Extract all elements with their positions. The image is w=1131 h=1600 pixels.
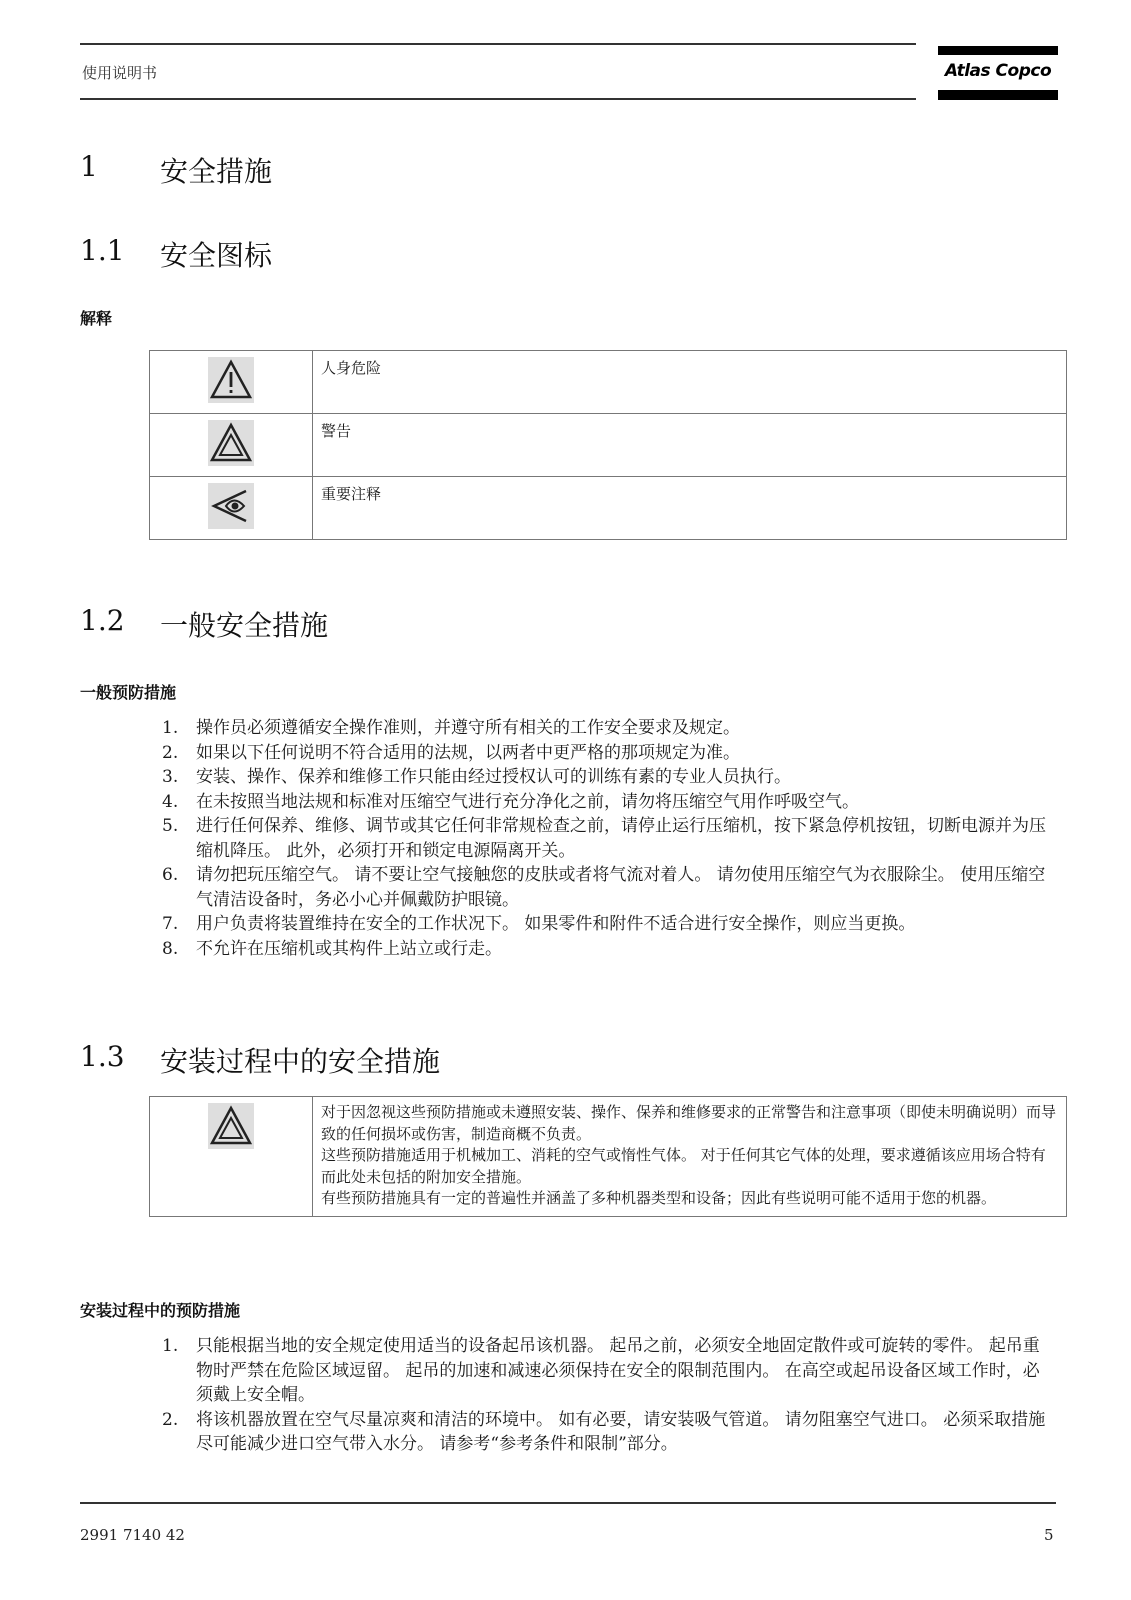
warning-triangle-icon (208, 420, 254, 466)
note-paragraph: 这些预防措施适用于机械加工、消耗的空气或惰性气体。 对于任何其它气体的处理，要求遵循该应用场合特有而此处未包括的附加安全措施。 (321, 1146, 1046, 1186)
general-precautions-subheading: 一般预防措施 (80, 683, 177, 702)
section-1-heading (80, 150, 680, 190)
table-row (150, 414, 1067, 477)
list-item: 1. 只能根据当地的安全规定使用适当的设备起吊该机器。 起吊之前，必须安全地固定散件或可旋转的零件。 起吊重物时严禁在危险区域逗留。 起吊的加速和减速必须保持在安全的限制范围内。 在高空或起吊设备区域工作时，必须戴上安全帽。 (162, 1336, 1040, 1405)
symbol-cell (150, 477, 313, 540)
list-item: 2. 将该机器放置在空气尽量凉爽和清洁的环境中。 如有必要，请安装吸气管道。 请勿阻塞空气进口。 必须采取措施尽可能减少进口空气带入水分。 请参考“参考条件和限制”部分。 (162, 1409, 1046, 1454)
list-item: 1. 操作员必须遵循安全操作准则，并遵守所有相关的工作安全要求及规定。 (162, 718, 740, 738)
section-title: 安全图标 (160, 239, 273, 272)
section-number: 1.1 (80, 234, 125, 267)
symbol-cell (150, 1097, 313, 1217)
header-doc-title: 使用说明书 (82, 64, 158, 82)
header-bottom-rule (80, 98, 916, 100)
symbol-label: 重要注释 (313, 477, 1067, 540)
table-row (150, 351, 1067, 414)
page-number: 5 (1044, 1526, 1054, 1544)
section-title: 安装过程中的安全措施 (160, 1045, 441, 1078)
danger-exclamation-icon (208, 357, 254, 403)
document-number: 2991 7140 42 (80, 1526, 185, 1544)
section-title: 一般安全措施 (160, 609, 329, 642)
list-item: 8. 不允许在压缩机或其构件上站立或行走。 (162, 938, 502, 959)
note-paragraph: 对于因忽视这些预防措施或未遵照安装、操作、保养和维修要求的正常警告和注意事项（即使未明确说明）而导致的任何损坏或伤害，制造商概不负责。 (321, 1103, 1057, 1143)
explanation-subheading: 解释 (80, 309, 113, 328)
safety-symbols-table (149, 350, 1067, 540)
list-item: 6. 请勿把玩压缩空气。 请不要让空气接触您的皮肤或者将气流对着人。 请勿使用压缩空气为衣服除尘。 使用压缩空气清洁设备时，务必小心并佩戴防护眼镜。 (162, 865, 1046, 910)
section-1-3-heading (80, 1040, 780, 1080)
section-number: 1 (80, 150, 98, 183)
section-1-2-heading (80, 604, 680, 644)
warning-triangle-icon (208, 1103, 254, 1149)
section-title: 安全措施 (160, 155, 273, 188)
section-number: 1.2 (80, 604, 125, 637)
table-row (150, 477, 1067, 540)
general-precautions-list (162, 716, 1054, 961)
table-row (150, 1097, 1067, 1217)
list-item: 3. 安装、操作、保养和维修工作只能由经过授权认可的训练有素的专业人员执行。 (162, 767, 791, 787)
footer-rule (80, 1502, 1056, 1504)
installation-note-table (149, 1096, 1067, 1217)
symbol-cell (150, 414, 313, 477)
list-item: 4. 在未按照当地法规和标准对压缩空气进行充分净化之前，请勿将压缩空气用作呼吸空气。 (162, 791, 859, 812)
important-note-eye-icon (208, 483, 254, 529)
atlas-copco-logo (938, 46, 1058, 100)
list-item: 2. 如果以下任何说明不符合适用的法规，以两者中更严格的那项规定为准。 (162, 742, 740, 763)
list-item: 7. 用户负责将装置维持在安全的工作状况下。 如果零件和附件不适合进行安全操作，则应当更换。 (162, 914, 916, 934)
header-top-rule (80, 43, 916, 45)
installation-precautions-subheading: 安装过程中的预防措施 (80, 1301, 241, 1320)
list-item: 5. 进行任何保养、维修、调节或其它任何非常规检查之前，请停止运行压缩机，按下紧急停机按钮，切断电源并为压缩机降压。 此外，必须打开和锁定电源隔离开关。 (162, 816, 1046, 861)
brand-name: Atlas Copco (944, 61, 1052, 81)
section-number: 1.3 (80, 1040, 125, 1073)
section-1-1-heading (80, 234, 680, 274)
note-text (313, 1097, 1067, 1217)
note-paragraph: 有些预防措施具有一定的普遍性并涵盖了多种机器类型和设备；因此有些说明可能不适用于您的机器。 (321, 1189, 997, 1207)
symbol-label: 警告 (313, 414, 1067, 477)
symbol-label: 人身危险 (313, 351, 1067, 414)
installation-precautions-list (162, 1334, 1054, 1457)
symbol-cell (150, 351, 313, 414)
